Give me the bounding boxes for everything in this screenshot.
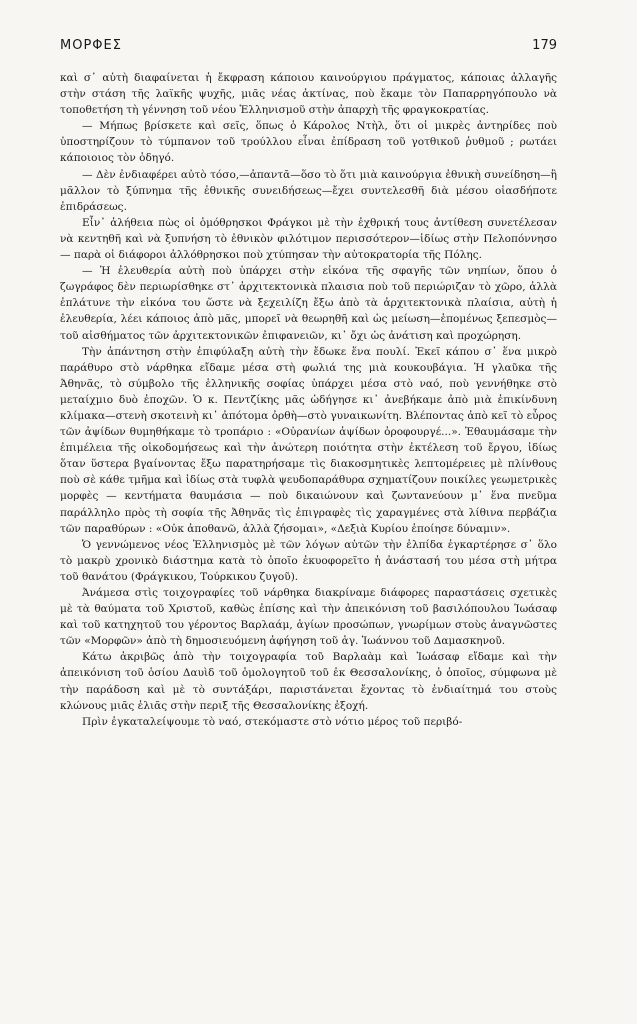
paragraph-question-gothic: — Μήπως βρίσκετε καὶ σεῖς, ὅπως ὁ Κάρολος Ντὴλ, ὅτι οἱ μικρὲς ἀντηρίδες ποὺ ὑποστηρίζουν τὸ τύμπανον τοῦ τρούλλου εἶναι ἐπίδραση τοῦ γοτθικοῦ ῥυθμοῦ ; ρωτάει κάποιοιος τὸν ὁδηγό. xyxy=(60,120,557,165)
paragraph-answer: — Δὲν ἐνδιαφέρει αὐτὸ τόσο,—ἀπαντᾶ—ὅσο τὸ ὅτι μιὰ καινούργια ἐθνικὴ συνείδηση—ἢ μᾶλλον τὸ ξύπνημα τῆς ἐθνικῆς συνειδήσεως—ἔχει συντελεσθῆ διὰ μέσου οἱασδήποτε ἐπιδράσεως. xyxy=(60,168,557,213)
paragraph-last: Πρὶν ἐγκαταλείψουμε τὸ ναό, στεκόμαστε στὸ νότιο μέρος τοῦ περιβό- xyxy=(82,715,463,728)
paragraph-frescoes: Ἀνάμεσα στὶς τοιχογραφίες τοῦ νάρθηκα διακρίναμε διάφορες παραστάσεις σχετικὲς μὲ τὰ θαύματα τοῦ Χριστοῦ, καθὼς ἐπίσης καὶ τὴν ἀπεικόνιση τοῦ βασιλόπουλου Ἰωάσαφ καὶ τοῦ κατηχητοῦ του γέροντος Βαρλαάμ, ἁγίων προσώπων, γνωρίμων στοὺς ἀναγνῶστες τῶν «Μορφῶν» ἀπὸ τὴ δημοσιευόμενη ἀφήγηση τοῦ ἁγ. Ἰωάννου τοῦ Δαμασκηνοῦ. xyxy=(60,587,557,648)
paragraph-freedom: — Ἡ ἐλευθερία αὐτὴ ποὺ ὑπάρχει στὴν εἰκόνα τῆς σφαγῆς τῶν νηπίων, ὅπου ὁ ζωγράφος δὲν περιωρίσθηκε στ᾿ ἀρχιτεκτονικὰ πλαισια ποὺ τοῦ περιώριζαν τὸ χῶρο, ἀλλὰ ἐπλάτυνε τὴν εἰκόνα του ὥστε νὰ ξεχειλίζη ἔξω ἀπὸ τὰ ἀρχιτεκτονικὰ πλαίσια, αὐτὴ ἡ ἐλευθερία, λέει κάποιος ἀπὸ μᾶς, μπορεῖ νὰ θεωρηθῆ καὶ ὡς μείωση—ἑπομένως ξεπεσμὸς—τοῦ αἰσθήματος τῶν ἀρχιτεκτονικῶν ἐπιφανειῶν, κι᾿ ὄχι ὡς ἀνάτιση καὶ προχώρηση. xyxy=(60,265,557,342)
paragraph-david: Κάτω ἀκριβῶς ἀπὸ τὴν τοιχογραφία τοῦ Βαρλαὰμ καὶ Ἰωάσαφ εἴδαμε καὶ τὴν ἀπεικόνιση τοῦ ὁσίου Δαυὶδ τοῦ ὁμολογητοῦ τοῦ ἐκ Θεσσαλονίκης, ὁ ὁποῖος, σύμφωνα μὲ τὴν παράδοση καὶ μὲ τὸ συντάξάρι, παριστάνεται ἔχοντας τὸ ἐνδιαίτημά του στοὺς κλώνους μιᾶς ἐλιᾶς στὴν περιξ τῆς Θεσσαλονίκης ἐξοχή. xyxy=(60,651,557,712)
paragraph-hellenism: Ὁ γεννώμενος νέος Ἑλληνισμὸς μὲ τῶν λόγων αὐτῶν τὴν ἐλπίδα ἐγκαρτέρησε σ᾿ ὅλο τὸ μακρὺ χρονικὸ διάστημα κατὰ τὸ ὁποῖο ἐκυοφορεῖτο ἡ ἀνάστασή του μέσα στὴ μήτρα τοῦ θανάτου (Φράγκικου, Τούρκικου ζυγοῦ). xyxy=(60,538,557,583)
body-text xyxy=(60,70,557,730)
paragraph-franks: Εἶν᾿ ἀλήθεια πὼς οἱ ὁμόθρησκοι Φράγκοι μὲ τὴν ἐχθρική τους ἀντίθεση συνετέλεσαν νὰ κεντηθῆ καὶ νὰ ξυπνήση τὸ ἐθνικὸν φιλότιμον περισσότερον—ἰδίως στὴν Πελοπόννησο — παρὰ οἱ διάφοροι ἀλλόθρησκοι ποὺ χτύπησαν τὴν αὐτοκρατορία τῆς Πόλης. xyxy=(60,216,557,262)
paragraph-continued: καὶ σ᾿ αὐτὴ διαφαίνεται ἡ ἔκφραση κάποιου καινούργιου πράγματος, κάποιας ἀλλαγῆς στὴν στάση τῆς λαϊκῆς ψυχῆς, μιᾶς νέας ἀκτίνας, ποὺ ἔκαμε τὸν Παπαρρηγόπουλο νὰ τοποθετήση τὴ γέννηση τοῦ νέου Ἑλληνισμοῦ στὴν ἀπαρχὴ τῆς φραγκοκρατίας. xyxy=(60,72,557,117)
journal-title: ΜΟΡΦΕΣ xyxy=(60,38,122,53)
paragraph-owl: Τὴν ἀπάντηση στὴν ἐπιφύλαξη αὐτὴ τὴν ἔδωκε ἕνα πουλί. Ἐκεῖ κάπου σ᾿ ἕνα μικρὸ παράθυρο στὸ νάρθηκα εἴδαμε μέσα στὴ φωλιά της μιὰ κουκουβάγια. Ἡ γλαῦκα τῆς Ἀθηνᾶς, τὸ σύμβολο τῆς ἑλληνικῆς σοφίας ὑπάρχει μέσα στὸ ναό, ποὺ γεννήθηκε στὸ μεταίχμιο δυὸ ἐποχῶν. Ὁ κ. Πεντζίκης μᾶς ὡδήγησε κι᾿ ἀνεβήκαμε ἀπὸ μιὰ ἐπικίνδυνη κλίμακα—στενὴ σκοτεινὴ κι᾿ ἀπότομα ὀρθὴ—στὸ γυναικωνίτη. Βλέποντας ἀπὸ κεῖ τὸ εὖρος τῶν ἀψίδων θυμηθήκαμε τὸ τροπάριο : «Οὐρανίων ἀψίδων ὀροφουργέ...». Ἐθαυμάσαμε τὴν ἐπιμέλεια τῆς οἰκοδομήσεως καὶ τὴν ἀνώτερη ποιότητα στὴν ἐκτέλεση τοῦ ἔργου, ἰδίως ὅταν ὕστερα βγαίνοντας ἔξω παρατηρήσαμε τὶς διακοσμητικὲς λεπτομέρειες μὲ πλίνθους ποὺ σὲ κάθε τμῆμα καὶ ἰδίως στὰ τυφλὰ ψευδοπαράθυρα σχηματίζουν ποικίλες γεωμετρικὲς μορφὲς — κεντήματα θαυμάσια — ποὺ δικαιώνουν καὶ ζωντανεύουν μ᾿ ἕνα πνεῦμα παράλληλο πρὸς τὴ σοφία τῆς Ἀθηνᾶς τὶς ἐπιγραφὲς τὶς χαραγμένες στὰ λίθινα περβάζια τῶν παραθύρων : «Οὐκ ἀποθανῶ, ἀλλὰ ζήσομαι», «Δεξιὰ Κυρίου ἐποίησε δύναμιν». xyxy=(60,345,557,535)
page-number: 179 xyxy=(532,38,557,53)
running-head xyxy=(60,38,557,60)
